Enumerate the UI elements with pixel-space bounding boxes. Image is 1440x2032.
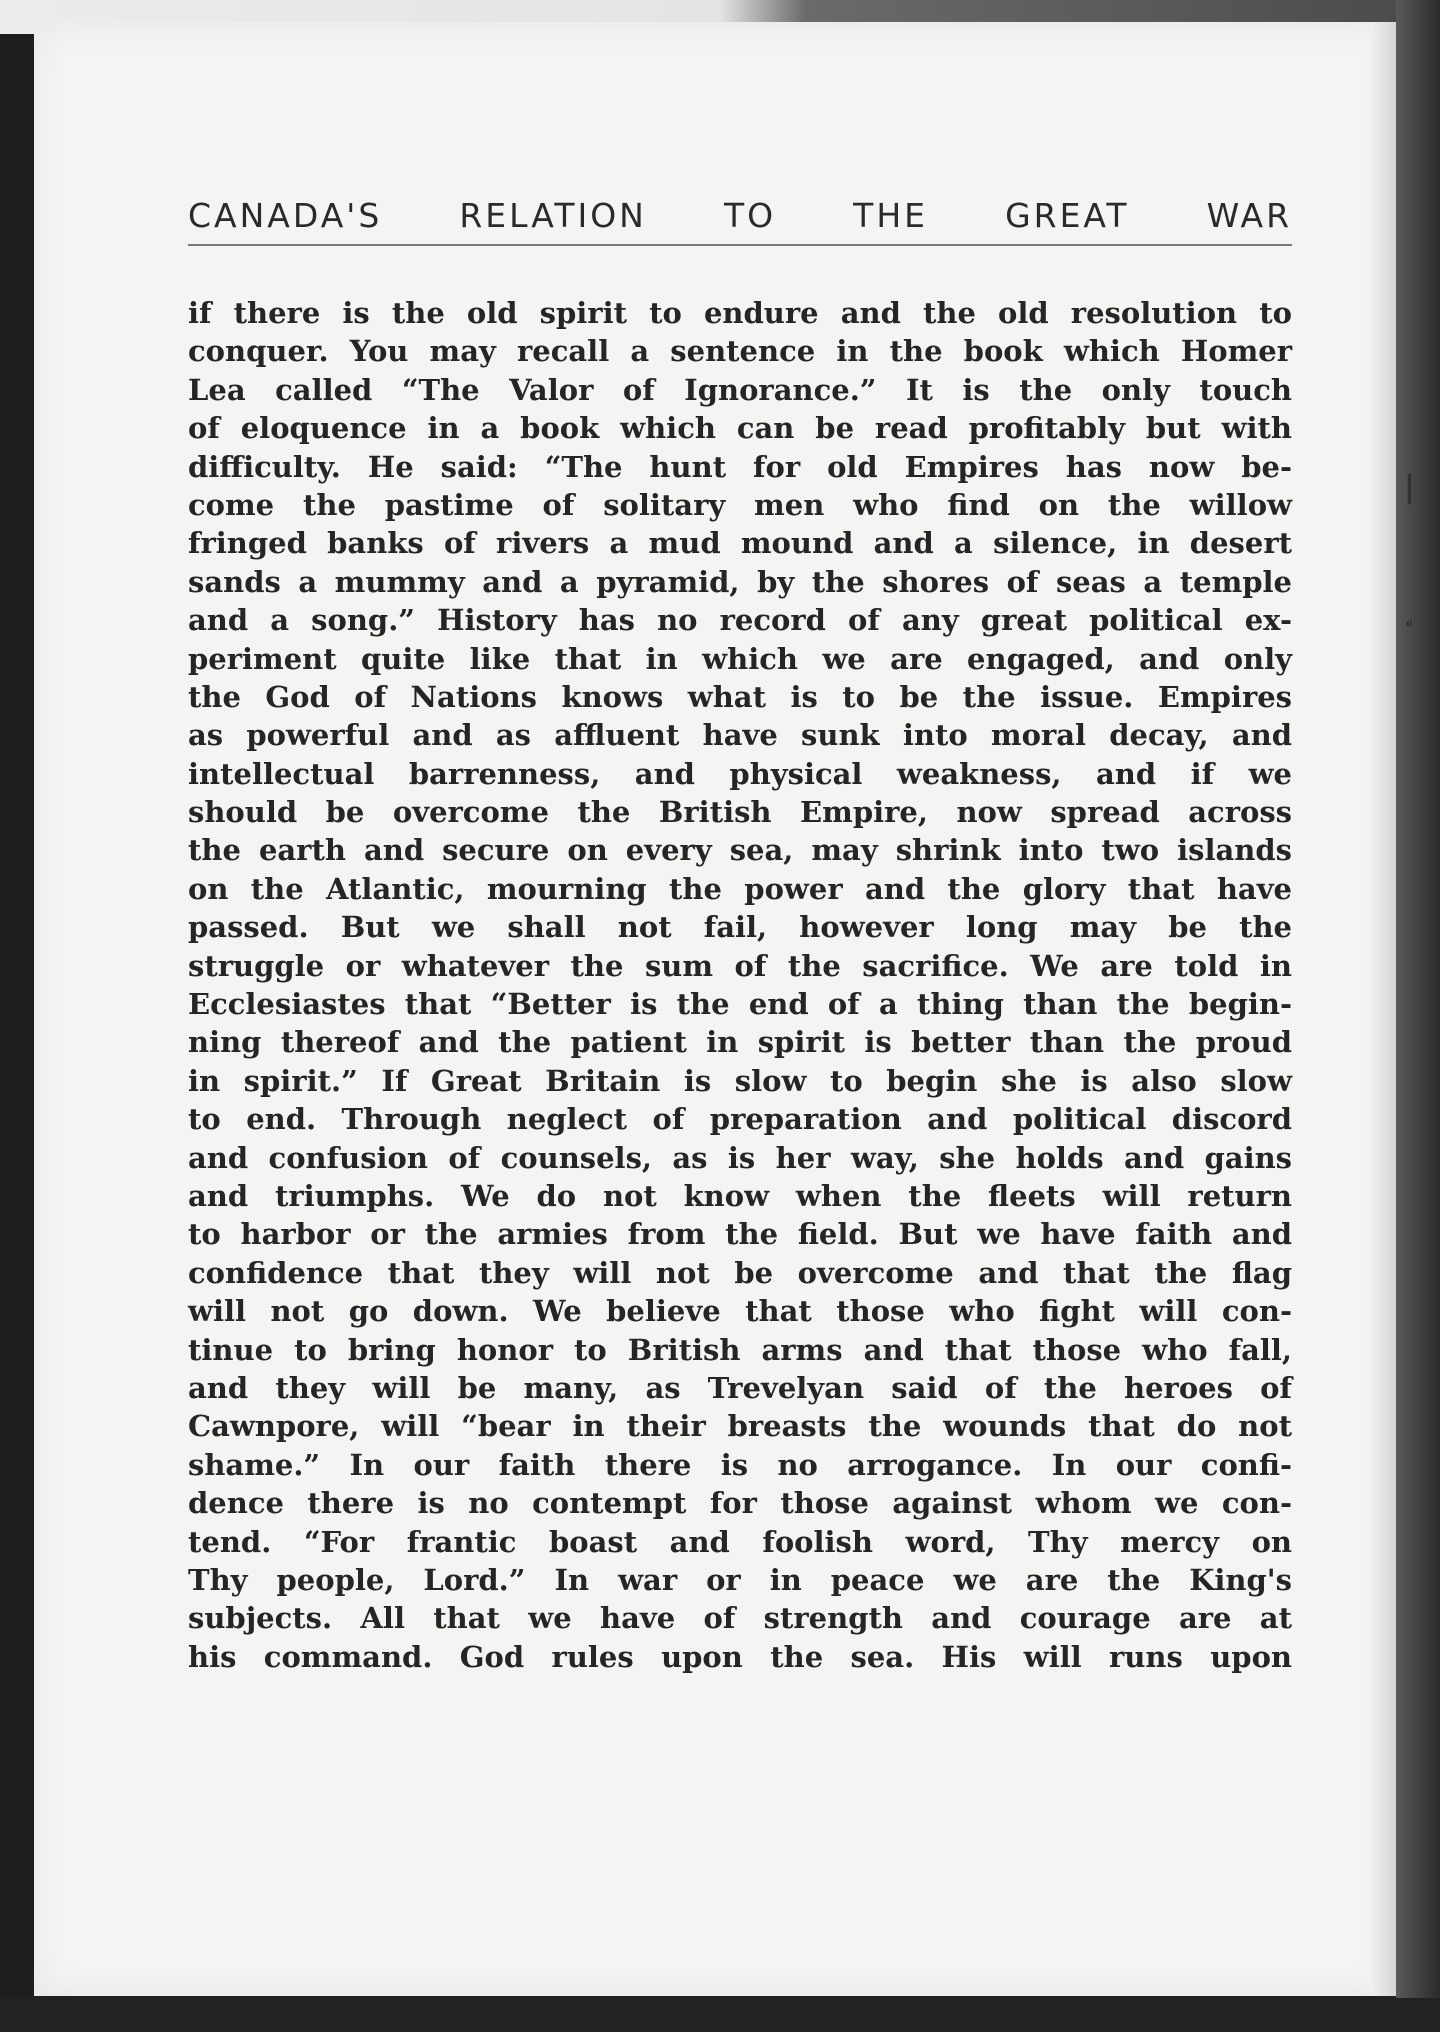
text-line: conquer. You may recall a sentence in the book which Homer xyxy=(188,334,1292,369)
text-line: fringed banks of rivers a mud mound and a silence, in desert xyxy=(188,526,1292,561)
text-line: periment quite like that in which we are engaged, and only xyxy=(188,641,1292,676)
text-line: as powerful and as affluent have sunk into moral decay, and xyxy=(188,718,1292,753)
scan-border-left xyxy=(0,0,34,2032)
text-line: dence there is no contempt for those against whom we con- xyxy=(188,1486,1292,1521)
text-line: Ecclesiastes that “Better is the end of a thing than the begin- xyxy=(188,987,1292,1022)
text-line: the God of Nations knows what is to be the issue. Empires xyxy=(188,679,1292,714)
text-line: the earth and secure on every sea, may shrink into two islands xyxy=(188,833,1292,868)
scan-border-right xyxy=(1396,0,1440,2032)
text-line: tend. “For frantic boast and foolish word, Thy mercy on xyxy=(188,1524,1292,1559)
body-text xyxy=(188,294,1292,1676)
text-line: subjects. All that we have of strength and courage are at xyxy=(188,1601,1292,1636)
text-line: Lea called “The Valor of Ignorance.” It is the only touch xyxy=(188,372,1292,407)
margin-mark: | xyxy=(1404,470,1415,505)
running-head: CANADA'S RELATION TO THE GREAT WAR xyxy=(188,196,1292,235)
text-line: if there is the old spirit to endure and the old resolution to xyxy=(188,296,1292,330)
text-line: of eloquence in a book which can be read profitably but with xyxy=(188,411,1292,446)
text-line: to end. Through neglect of preparation and political discord xyxy=(188,1102,1292,1137)
text-line: Cawnpore, will “bear in their breasts the wounds that do not xyxy=(188,1409,1292,1444)
text-line: intellectual barrenness, and physical weakness, and if we xyxy=(188,756,1292,791)
text-line: tinue to bring honor to British arms and that those who fall, xyxy=(188,1332,1292,1367)
text-line: confidence that they will not be overcome and that the flag xyxy=(188,1255,1292,1290)
running-head-rule xyxy=(188,244,1292,246)
page-edge-shadow xyxy=(1370,22,1396,1996)
text-line: and they will be many, as Trevelyan said of the heroes of xyxy=(188,1370,1292,1405)
text-line: his command. God rules upon the sea. His will runs upon xyxy=(188,1639,1292,1674)
text-line: will not go down. We believe that those who fight will con- xyxy=(188,1294,1292,1329)
text-line: in spirit.” If Great Britain is slow to begin she is also slow xyxy=(188,1063,1292,1098)
text-line: sands a mummy and a pyramid, by the shores of seas a temple xyxy=(188,564,1292,599)
text-line: passed. But we shall not fail, however long may be the xyxy=(188,910,1292,945)
text-line: and triumphs. We do not know when the fleets will return xyxy=(188,1178,1292,1213)
text-line: difficulty. He said: “The hunt for old Empires has now be- xyxy=(188,449,1292,484)
text-line: shame.” In our faith there is no arrogance. In our confi- xyxy=(188,1447,1292,1482)
scan-border-bottom xyxy=(0,1998,1440,2032)
text-line: come the pastime of solitary men who find on the willow xyxy=(188,487,1292,522)
text-line: on the Atlantic, mourning the power and the glory that have xyxy=(188,871,1292,906)
text-line: Thy people, Lord.” In war or in peace we are the King's xyxy=(188,1562,1292,1597)
text-line: and a song.” History has no record of any great political ex- xyxy=(188,603,1292,638)
text-line: should be overcome the British Empire, now spread across xyxy=(188,795,1292,830)
text-line: to harbor or the armies from the field. But we have faith and xyxy=(188,1217,1292,1252)
text-line: and confusion of counsels, as is her way, she holds and gains xyxy=(188,1140,1292,1175)
margin-mark: ⁌ xyxy=(1404,612,1414,636)
text-line: struggle or whatever the sum of the sacrifice. We are told in xyxy=(188,948,1292,983)
text-line: ning thereof and the patient in spirit is better than the proud xyxy=(188,1025,1292,1060)
